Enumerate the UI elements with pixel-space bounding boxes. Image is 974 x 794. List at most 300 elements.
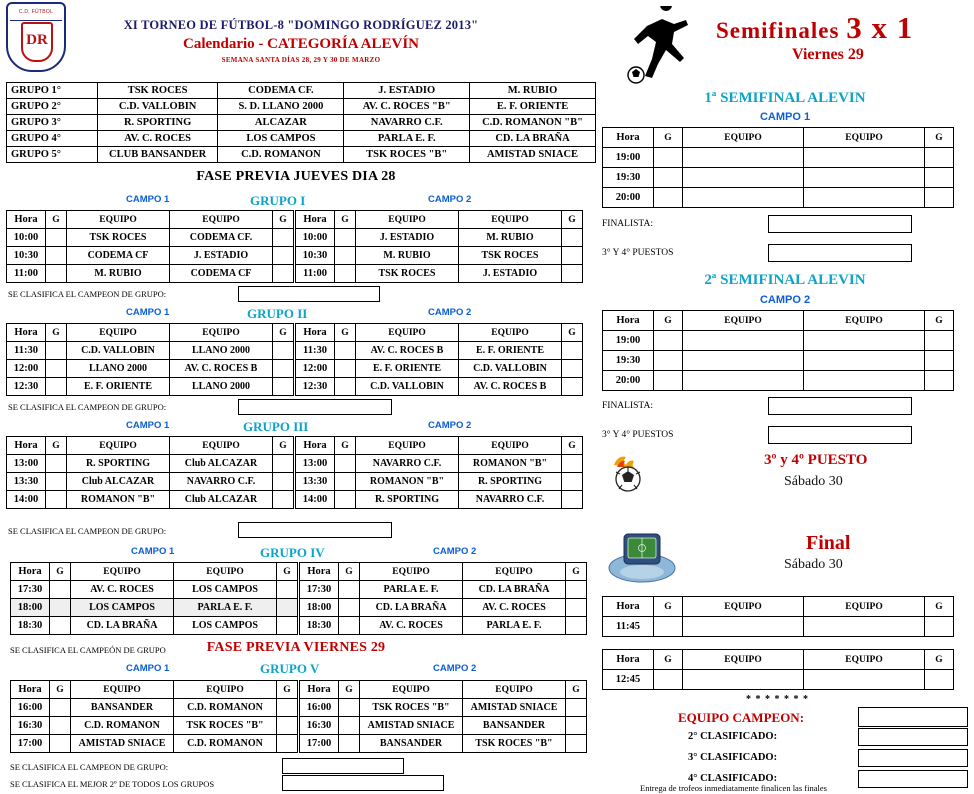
cell-team: NAVARRO C.F. [170,473,273,491]
clasif-box-3[interactable] [238,522,392,538]
cell-goals[interactable] [562,265,583,283]
campo1-label-g2: CAMPO 1 [126,307,170,318]
finalista-box-2[interactable] [768,397,912,415]
cell-goals[interactable] [46,455,67,473]
cell-goals[interactable] [50,581,71,599]
cell-team: LOS CAMPOS [174,617,277,635]
cell-goals[interactable] [562,247,583,265]
cell-team[interactable] [683,188,804,208]
col-hora: Hora [7,211,46,229]
group-label: GRUPO 1° [7,83,98,99]
cell-goals[interactable] [335,342,356,360]
cell-goals[interactable] [566,617,587,635]
cell-goals[interactable] [562,342,583,360]
col-equipo: EQUIPO [360,563,463,581]
table-header-row [603,597,954,617]
cell-hora: 17:00 [11,735,50,753]
cell-goals[interactable] [654,168,683,188]
cell-goals[interactable] [925,351,954,371]
col-g: G [562,211,583,229]
group-team: TSK ROCES [97,83,218,99]
cell-hora: 16:00 [300,699,339,717]
cell-team: Club ALCAZAR [170,455,273,473]
group3-campo1-table [6,436,294,509]
clasif-box-1[interactable] [238,286,380,302]
col-hora: Hora [11,681,50,699]
cell-goals[interactable] [273,247,294,265]
col-g: G [654,597,683,617]
cell-team[interactable] [683,351,804,371]
cell-hora: 14:00 [296,491,335,509]
clasif-box-6[interactable] [282,775,444,791]
col-equipo: EQUIPO [71,563,174,581]
campo2-label-g5: CAMPO 2 [433,663,477,674]
cell-goals[interactable] [273,265,294,283]
cell-team[interactable] [804,351,925,371]
cell-goals[interactable] [335,473,356,491]
cell-goals[interactable] [335,360,356,378]
cell-team: AMISTAD SNIACE [463,699,566,717]
cell-team: TSK ROCES [67,229,170,247]
cell-team: C.D. VALLOBIN [67,342,170,360]
group3-campo2-table [295,436,583,509]
semifinales-title-block [716,10,966,46]
puestos-box-1[interactable] [768,244,912,262]
group-team: E. F. ORIENTE [470,99,596,115]
cell-goals[interactable] [277,581,298,599]
cuarto-clasificado-label: 4° CLASIFICADO: [688,773,778,784]
cell-goals[interactable] [925,188,954,208]
semifinal-2-campo: CAMPO 2 [759,294,811,306]
equipo-campeon-box[interactable] [858,707,968,727]
table-row [11,599,298,617]
cell-goals[interactable] [46,360,67,378]
cell-hora: 17:00 [300,735,339,753]
table-header-row [603,650,954,670]
group1-campo1-table [6,210,294,283]
finalista-label-2: FINALISTA: [602,401,653,411]
cell-goals[interactable] [335,265,356,283]
cell-goals[interactable] [339,617,360,635]
cell-goals[interactable] [925,670,954,690]
col-hora: Hora [296,324,335,342]
col-g: G [46,324,67,342]
cell-team: LLANO 2000 [67,360,170,378]
cell-goals[interactable] [273,473,294,491]
table-row [11,581,298,599]
cell-hora: 18:00 [11,599,50,617]
cell-team: C.D. ROMANON [71,717,174,735]
cell-goals[interactable] [50,717,71,735]
cell-team: J. ESTADIO [356,229,459,247]
groups-summary-table [6,82,596,163]
table-row [11,717,298,735]
cell-goals[interactable] [339,699,360,717]
group-team: CODEMA CF. [218,83,344,99]
col-g: G [339,563,360,581]
footnote-text: Entrega de trofeos inmediatamente finalicen las finales [640,783,827,793]
cell-goals[interactable] [335,491,356,509]
logo-ring-text: C.D. FÚTBOL [10,6,62,21]
col-equipo: EQUIPO [804,311,925,331]
cell-goals[interactable] [925,617,954,637]
club-logo [6,2,66,72]
cell-goals[interactable] [566,717,587,735]
cell-goals[interactable] [273,360,294,378]
cell-team: C.D. ROMANON [174,735,277,753]
cell-goals[interactable] [273,491,294,509]
cell-team[interactable] [683,670,804,690]
cell-hora: 18:30 [300,617,339,635]
cell-team: C.D. ROMANON [174,699,277,717]
col-g: G [339,681,360,699]
cell-goals[interactable] [925,331,954,351]
cell-team: CD. LA BRAÑA [71,617,174,635]
col-equipo: EQUIPO [174,563,277,581]
cell-goals[interactable] [654,670,683,690]
cell-team: E. F. ORIENTE [459,342,562,360]
group-team: C.D. ROMANON [218,147,344,163]
col-hora: Hora [296,211,335,229]
cell-goals[interactable] [562,229,583,247]
table-row [7,229,294,247]
cell-goals[interactable] [277,717,298,735]
table-row [7,147,596,163]
cell-goals[interactable] [46,342,67,360]
group-team: S. D. LLANO 2000 [218,99,344,115]
cell-goals[interactable] [46,229,67,247]
cell-team: TSK ROCES "B" [174,717,277,735]
group-title-1: GRUPO I [250,193,306,208]
cell-team: BANSANDER [463,717,566,735]
table-row [300,735,587,753]
cell-goals[interactable] [566,599,587,617]
tercero-clasificado-label: 3° CLASIFICADO: [688,752,778,763]
cell-hora: 16:30 [300,717,339,735]
cell-goals[interactable] [335,247,356,265]
soccer-player-icon [614,6,706,84]
table-header-row [7,324,294,342]
col-g: G [46,437,67,455]
table-row [296,491,583,509]
group-label: GRUPO 3° [7,115,98,131]
col-g: G [566,563,587,581]
col-hora: Hora [603,311,654,331]
cell-goals[interactable] [562,491,583,509]
cell-team: NAVARRO C.F. [459,491,562,509]
col-equipo: EQUIPO [67,211,170,229]
cell-goals[interactable] [566,699,587,717]
cell-team[interactable] [804,617,925,637]
semifinal-2-table [602,310,954,391]
col-g: G [46,211,67,229]
col-hora: Hora [603,128,654,148]
campo1-label-g4: CAMPO 1 [131,546,175,557]
cell-hora: 13:00 [296,455,335,473]
cell-hora: 18:00 [300,599,339,617]
group-team: NAVARRO C.F. [344,115,470,131]
col-g: G [273,324,294,342]
cell-goals[interactable] [339,717,360,735]
cell-team[interactable] [804,331,925,351]
cell-goals[interactable] [654,617,683,637]
cell-goals[interactable] [50,735,71,753]
cell-goals[interactable] [654,188,683,208]
cell-goals[interactable] [273,342,294,360]
cell-goals[interactable] [46,473,67,491]
tournament-title: XI TORNEO DE FÚTBOL-8 "DOMINGO RODRÍGUEZ 2013" [123,18,479,32]
cell-team[interactable] [804,188,925,208]
col-equipo: EQUIPO [356,437,459,455]
group-team: AV. C. ROCES [97,131,218,147]
cell-team[interactable] [804,168,925,188]
cell-goals[interactable] [566,581,587,599]
col-equipo: EQUIPO [356,324,459,342]
cell-hora: 16:30 [11,717,50,735]
table-row [603,351,954,371]
group4-campo1-table [10,562,298,635]
table-header-row [11,563,298,581]
col-equipo: EQUIPO [683,311,804,331]
group2-campo1-table [6,323,294,396]
table-header-row [296,211,583,229]
cell-team[interactable] [683,617,804,637]
cell-team: AV. C. ROCES [360,617,463,635]
cell-goals[interactable] [562,360,583,378]
cell-team[interactable] [683,148,804,168]
cell-hora: 18:30 [11,617,50,635]
cell-goals[interactable] [925,371,954,391]
campo1-label-g3: CAMPO 1 [126,420,170,431]
col-equipo: EQUIPO [174,681,277,699]
tercer-puesto-title: 3º y 4º PUESTO [764,452,868,468]
col-g: G [925,597,954,617]
col-equipo: EQUIPO [459,437,562,455]
group-team: J. ESTADIO [344,83,470,99]
group-team: M. RUBIO [470,83,596,99]
cell-team: AV. C. ROCES B [170,360,273,378]
table-row [7,99,596,115]
campo2-label-g1: CAMPO 2 [428,194,472,205]
cell-team: PARLA E. F. [360,581,463,599]
cell-team: M. RUBIO [67,265,170,283]
col-hora: Hora [296,437,335,455]
cell-team: LLANO 2000 [170,342,273,360]
group-team: LOS CAMPOS [218,131,344,147]
cell-hora: 17:30 [300,581,339,599]
group4-campo2-table [299,562,587,635]
cell-goals[interactable] [562,473,583,491]
table-header-row [296,324,583,342]
col-equipo: EQUIPO [67,437,170,455]
cell-goals[interactable] [339,735,360,753]
cell-team: BANSANDER [360,735,463,753]
col-hora: Hora [11,563,50,581]
semifinales-label: Semifinales [716,18,840,43]
cell-team: CD. LA BRAÑA [360,599,463,617]
cell-goals[interactable] [46,247,67,265]
cell-team[interactable] [683,168,804,188]
cell-goals[interactable] [277,617,298,635]
col-g: G [335,437,356,455]
cell-team: NAVARRO C.F. [356,455,459,473]
table-header-row [300,681,587,699]
cell-goals[interactable] [50,699,71,717]
cell-team: J. ESTADIO [459,265,562,283]
cell-team: R. SPORTING [67,455,170,473]
calendar-subtitle: Calendario - CATEGORÍA ALEVÍN [182,36,419,52]
table-row [7,83,596,99]
col-equipo: EQUIPO [463,563,566,581]
cell-goals[interactable] [339,599,360,617]
cell-goals[interactable] [566,735,587,753]
cuarto-clasificado-box[interactable] [858,770,968,788]
cell-goals[interactable] [925,148,954,168]
clasif-box-2[interactable] [238,399,392,415]
col-equipo: EQUIPO [683,650,804,670]
clasif-text-5: SE CLASIFICA EL CAMPEON DE GRUPO: [10,762,169,772]
col-hora: Hora [300,563,339,581]
cell-goals[interactable] [46,265,67,283]
semifinales-score: 3 x 1 [846,10,914,45]
cell-goals[interactable] [46,491,67,509]
cell-team: E. F. ORIENTE [356,360,459,378]
cell-goals[interactable] [335,378,356,396]
cell-hora: 20:00 [603,371,654,391]
cell-goals[interactable] [654,148,683,168]
cell-team[interactable] [804,148,925,168]
col-g: G [925,311,954,331]
group-label: GRUPO 2° [7,99,98,115]
col-g: G [335,324,356,342]
logo-initials: DR [21,22,53,62]
cell-goals[interactable] [273,378,294,396]
group-team: TSK ROCES "B" [344,147,470,163]
semifinal-2-title: 2ª SEMIFINAL ALEVIN [704,272,866,288]
cell-goals[interactable] [335,229,356,247]
table-row [300,581,587,599]
cell-goals[interactable] [562,455,583,473]
table-row [7,342,294,360]
cell-goals[interactable] [654,371,683,391]
table-row [296,378,583,396]
cell-goals[interactable] [335,455,356,473]
col-g: G [925,650,954,670]
cell-hora: 12:00 [7,360,46,378]
cell-goals[interactable] [46,378,67,396]
group-team: C.D. ROMANON "B" [470,115,596,131]
cell-team: TSK ROCES "B" [463,735,566,753]
table-header-row [603,128,954,148]
col-hora: Hora [603,650,654,670]
cell-team: ROMANON "B" [356,473,459,491]
col-g: G [654,311,683,331]
cell-hora: 13:30 [296,473,335,491]
col-equipo: EQUIPO [804,650,925,670]
cell-team: R. SPORTING [459,473,562,491]
cell-goals[interactable] [339,581,360,599]
table-row [7,455,294,473]
cell-team[interactable] [683,331,804,351]
cell-goals[interactable] [654,351,683,371]
flaming-soccer-ball-icon [608,455,648,495]
cell-hora: 19:30 [603,168,654,188]
col-g: G [566,681,587,699]
clasif-mejor-segundo: SE CLASIFICA EL MEJOR 2º DE TODOS LOS GRUPOS [10,779,215,789]
table-header-row [300,563,587,581]
col-g: G [654,128,683,148]
table-header-row [296,437,583,455]
group-team: R. SPORTING [97,115,218,131]
col-hora: Hora [300,681,339,699]
table-row [7,265,294,283]
cell-goals[interactable] [562,378,583,396]
table-row [7,473,294,491]
cell-goals[interactable] [277,735,298,753]
stadium-icon [606,528,678,584]
cell-hora: 12:30 [296,378,335,396]
cell-goals[interactable] [273,455,294,473]
puestos-box-2[interactable] [768,426,912,444]
cell-goals[interactable] [277,599,298,617]
cell-team[interactable] [804,371,925,391]
cell-team: BANSANDER [71,699,174,717]
table-row [300,617,587,635]
table-row [7,378,294,396]
group-team: CLUB BANSANDER [97,147,218,163]
cell-team[interactable] [683,371,804,391]
col-hora: Hora [7,324,46,342]
cell-team: ROMANON "B" [459,455,562,473]
cell-goals[interactable] [654,331,683,351]
fase-previa-viernes: FASE PREVIA VIERNES 29 [206,640,386,655]
cell-goals[interactable] [925,168,954,188]
table-row [11,617,298,635]
segundo-clasificado-box[interactable] [858,728,968,746]
cell-goals[interactable] [273,229,294,247]
cell-team: Club ALCAZAR [170,491,273,509]
semifinal-1-table [602,127,954,208]
table-row [603,617,954,637]
cell-goals[interactable] [50,599,71,617]
group-team: AV. C. ROCES "B" [344,99,470,115]
cell-hora: 12:30 [7,378,46,396]
col-equipo: EQUIPO [67,324,170,342]
cell-goals[interactable] [277,699,298,717]
cell-team: AV. C. ROCES B [356,342,459,360]
col-equipo: EQUIPO [463,681,566,699]
col-equipo: EQUIPO [804,128,925,148]
tercero-clasificado-box[interactable] [858,749,968,767]
cell-team: AMISTAD SNIACE [360,717,463,735]
clasif-text-1: SE CLASIFICA EL CAMPEON DE GRUPO: [8,289,167,299]
cell-team: LLANO 2000 [170,378,273,396]
cell-team[interactable] [804,670,925,690]
cell-team: M. RUBIO [356,247,459,265]
table-row [296,247,583,265]
cell-team: AMISTAD SNIACE [71,735,174,753]
cell-hora: 12:45 [603,670,654,690]
finalista-box-1[interactable] [768,215,912,233]
cell-goals[interactable] [50,617,71,635]
cell-team: PARLA E. F. [174,599,277,617]
final-table-1 [602,596,954,637]
final-title: Final [806,532,851,554]
clasif-box-5[interactable] [282,758,404,774]
col-g: G [562,437,583,455]
table-row [603,670,954,690]
cell-hora: 20:00 [603,188,654,208]
